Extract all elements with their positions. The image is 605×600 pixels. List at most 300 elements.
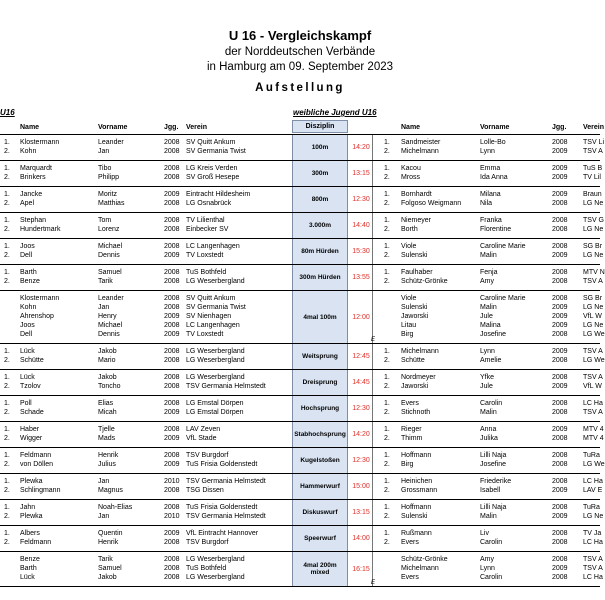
athlete-jgg: 2008	[552, 269, 568, 276]
athlete-name: Brinkers	[20, 174, 46, 181]
athlete-rank: 2.	[4, 357, 10, 364]
athlete-rank: 1.	[4, 139, 10, 146]
start-time: 14:20	[352, 431, 370, 438]
discipline-label: Dreisprung	[292, 370, 348, 395]
athlete-jgg: 2008	[164, 243, 180, 250]
athlete-jgg: 2009	[164, 331, 180, 338]
athlete-name: Tzolov	[20, 383, 41, 390]
athlete-verein: TSV A	[583, 278, 603, 285]
column-divider	[372, 526, 373, 551]
athlete-name: Barth	[20, 269, 37, 276]
event-row	[0, 265, 605, 291]
athlete-name: Plewka	[20, 513, 43, 520]
athlete-jgg: 2009	[164, 313, 180, 320]
event-row	[0, 187, 604, 213]
athlete-name: Kacou	[401, 165, 421, 172]
athlete-rank: 1.	[384, 243, 390, 250]
athlete-verein: VfL W	[583, 383, 602, 390]
athlete-jgg: 2009	[164, 461, 180, 468]
athlete-jgg: 2008	[164, 165, 180, 172]
athlete-verein: LG Ne	[583, 322, 604, 329]
athlete-jgg: 2008	[164, 556, 180, 563]
athlete-jgg: 2009	[164, 191, 180, 198]
athlete-vorname: Lilli Naja	[480, 504, 507, 511]
athlete-vorname: Josefine	[480, 461, 507, 468]
athlete-vorname: Mario	[98, 357, 116, 364]
athlete-verein: TSV Burgdorf	[186, 452, 229, 459]
athlete-jgg: 2008	[164, 357, 180, 364]
athlete-rank: 1.	[4, 165, 10, 172]
col-header-disziplin: Disziplin	[292, 120, 348, 133]
athlete-name: Feldmann	[20, 539, 52, 546]
athlete-vorname: Leander	[98, 295, 124, 302]
athlete-name: Rieger	[401, 426, 422, 433]
event-row	[0, 213, 605, 239]
athlete-vorname: Caroline Marie	[480, 295, 526, 302]
athlete-vorname: Magnus	[98, 487, 123, 494]
athlete-vorname: Tarik	[98, 278, 113, 285]
athlete-verein: TV Lilienthal	[186, 217, 225, 224]
athlete-verein: TSV A	[583, 148, 603, 155]
column-divider	[372, 213, 373, 238]
athlete-verein: SV Quitt Ankum	[186, 295, 236, 302]
col-header-vorname-right: Vorname	[480, 124, 510, 131]
athlete-verein: LC Langenhagen	[186, 243, 240, 250]
athlete-name: Schlingmann	[20, 487, 61, 494]
athlete-rank: 1.	[384, 504, 390, 511]
athlete-name: Lück	[20, 374, 35, 381]
athlete-jgg: 2008	[164, 278, 180, 285]
athlete-verein: VfL W	[583, 313, 602, 320]
athlete-verein: LG Ne	[583, 513, 604, 520]
athlete-vorname: Lynn	[480, 565, 495, 572]
athlete-vorname: Tom	[98, 217, 112, 224]
athlete-name: Jaworski	[401, 383, 429, 390]
athlete-verein: LAV Zeven	[186, 426, 221, 433]
discipline-label: Kugelstoßen	[292, 448, 348, 473]
athlete-rank: 1.	[384, 191, 390, 198]
athlete-rank: 2.	[4, 200, 10, 207]
athlete-name: Ahrenshop	[20, 313, 54, 320]
athlete-verein: LC Ha	[583, 539, 603, 546]
athlete-name: Schütz-Grönke	[401, 278, 448, 285]
athlete-rank: 2.	[384, 226, 390, 233]
athlete-verein: SV Germania Twist	[186, 304, 246, 311]
athlete-vorname: Amy	[480, 278, 494, 285]
athlete-verein: LG Ne	[583, 226, 604, 233]
athlete-verein: LG Weserbergland	[186, 278, 245, 285]
athlete-name: Schade	[20, 409, 44, 416]
athlete-verein: SV Germania Twist	[186, 148, 246, 155]
athlete-verein: Eintracht Hildesheim	[186, 191, 251, 198]
athlete-name: Viole	[401, 243, 417, 250]
athlete-rank: 1.	[4, 400, 10, 407]
athlete-rank: 1.	[384, 139, 390, 146]
athlete-jgg: 2008	[164, 148, 180, 155]
event-row	[0, 370, 603, 396]
athlete-name: Kohn	[20, 148, 37, 155]
athlete-name: Sulenski	[401, 304, 428, 311]
event-row	[0, 448, 605, 474]
athlete-verein: MTV 4	[583, 426, 604, 433]
athlete-vorname: Carolin	[480, 574, 503, 581]
athlete-verein: LG Ne	[583, 252, 604, 259]
athlete-verein: LG Emstal Dörpen	[186, 409, 244, 416]
athlete-name: Evers	[401, 400, 419, 407]
athlete-vorname: Lorenz	[98, 226, 120, 233]
discipline-label: 80m Hürden	[292, 239, 348, 264]
athlete-rank: 2.	[4, 278, 10, 285]
athlete-verein: LC Ha	[583, 400, 603, 407]
athlete-rank: 2.	[384, 383, 390, 390]
section-title-male: U16	[0, 108, 15, 117]
document-subtitle-date-location: in Hamburg am 09. September 2023	[206, 61, 394, 73]
athlete-jgg: 2009	[552, 426, 568, 433]
athlete-jgg: 2008	[552, 435, 568, 442]
col-header-verein-right: Verein	[583, 124, 605, 131]
athlete-vorname: Michael	[98, 243, 123, 250]
athlete-jgg: 2008	[552, 530, 568, 537]
athlete-name: Lück	[20, 574, 35, 581]
athlete-verein: TSV A	[583, 409, 603, 416]
athlete-verein: TSV A	[583, 348, 603, 355]
athlete-verein: LAV E	[583, 487, 603, 494]
athlete-jgg: 2008	[164, 295, 180, 302]
athlete-verein: TuRa	[583, 504, 600, 511]
athlete-name: Nordmeyer	[401, 374, 436, 381]
athlete-name: von Döllen	[20, 461, 54, 468]
athlete-rank: 2.	[384, 148, 390, 155]
athlete-verein: LG Weserbergland	[186, 574, 245, 581]
athlete-vorname: Tibo	[98, 165, 112, 172]
athlete-vorname: Ida Anna	[480, 174, 508, 181]
athlete-jgg: 2009	[552, 252, 568, 259]
athlete-verein: TSV G	[583, 217, 605, 224]
athlete-verein: LG Emstal Dörpen	[186, 400, 244, 407]
athlete-name: Klostermann	[20, 295, 60, 302]
athlete-name: Sulenski	[401, 252, 428, 259]
discipline-label: Hammerwurf	[292, 474, 348, 499]
athlete-name: Poll	[20, 400, 32, 407]
athlete-verein: LG Weserbergland	[186, 556, 245, 563]
athlete-verein: TSG Dissen	[186, 487, 224, 494]
athlete-verein: SG Br	[583, 243, 603, 250]
athlete-vorname: Michael	[98, 322, 123, 329]
athlete-rank: 1.	[4, 374, 10, 381]
athlete-jgg: 2009	[552, 304, 568, 311]
athlete-jgg: 2009	[552, 565, 568, 572]
athlete-name: Jahn	[20, 504, 36, 511]
athlete-name: Viole	[401, 295, 417, 302]
athlete-rank: 1.	[384, 165, 390, 172]
discipline-label: Hochsprung	[292, 396, 348, 421]
athlete-name: Haber	[20, 426, 40, 433]
athlete-jgg: 2008	[552, 461, 568, 468]
ersatz-mark: E	[371, 580, 376, 586]
athlete-jgg: 2008	[552, 452, 568, 459]
athlete-name: Hoffmann	[401, 452, 432, 459]
athlete-vorname: Carolin	[480, 539, 503, 546]
athlete-name: Thimm	[401, 435, 423, 442]
athlete-vorname: Amy	[480, 556, 494, 563]
athlete-jgg: 2008	[164, 383, 180, 390]
athlete-jgg: 2008	[552, 139, 568, 146]
athlete-vorname: Mads	[98, 435, 116, 442]
column-divider	[372, 422, 373, 447]
athlete-jgg: 2008	[164, 139, 180, 146]
athlete-jgg: 2008	[164, 452, 180, 459]
athlete-rank: 2.	[384, 278, 390, 285]
athlete-jgg: 2009	[552, 487, 568, 494]
athlete-jgg: 2010	[164, 513, 180, 520]
athlete-name: Albers	[20, 530, 40, 537]
event-row	[0, 422, 604, 448]
athlete-name: Heinichen	[401, 478, 433, 485]
athlete-name: Apel	[20, 200, 35, 207]
athlete-vorname: Jan	[98, 478, 110, 485]
athlete-rank: 2.	[4, 435, 10, 442]
athlete-verein: LG We	[583, 331, 605, 338]
start-time: 13:15	[352, 170, 370, 177]
athlete-name: Bornhardt	[401, 191, 432, 198]
column-divider	[372, 161, 373, 186]
column-divider	[372, 265, 373, 290]
athlete-jgg: 2009	[164, 252, 180, 259]
athlete-vorname: Leander	[98, 139, 124, 146]
athlete-jgg: 2008	[164, 348, 180, 355]
athlete-vorname: Yfke	[480, 374, 495, 381]
athlete-vorname: Jan	[98, 513, 110, 520]
athlete-name: Plewka	[20, 478, 43, 485]
athlete-name: Stephan	[20, 217, 47, 224]
event-row	[0, 239, 604, 265]
section-title-female: weibliche Jugend U16	[293, 108, 377, 117]
lineup-table	[0, 135, 605, 587]
athlete-name: Jaworski	[401, 313, 429, 320]
athlete-rank: 2.	[4, 226, 10, 233]
athlete-vorname: Lynn	[480, 348, 495, 355]
athlete-verein: TSV Li	[583, 139, 605, 146]
discipline-label: 300m	[292, 161, 348, 186]
athlete-jgg: 2009	[164, 530, 180, 537]
athlete-name: Joos	[20, 322, 35, 329]
document-title: U 16 - Vergleichskampf	[228, 28, 372, 43]
start-time: 15:00	[352, 483, 370, 490]
start-time: 15:30	[352, 248, 370, 255]
athlete-jgg: 2008	[164, 304, 180, 311]
athlete-vorname: Toncho	[98, 383, 121, 390]
column-divider	[372, 500, 373, 525]
athlete-jgg: 2008	[164, 487, 180, 494]
athlete-vorname: Fenja	[480, 269, 498, 276]
athlete-jgg: 2008	[552, 374, 568, 381]
athlete-rank: 2.	[4, 174, 10, 181]
athlete-vorname: Lolle-Bo	[480, 139, 506, 146]
athlete-vorname: Jule	[480, 313, 493, 320]
athlete-verein: TSV A	[583, 556, 603, 563]
athlete-rank: 2.	[4, 539, 10, 546]
athlete-rank: 2.	[4, 409, 10, 416]
athlete-vorname: Carolin	[480, 400, 503, 407]
start-time: 14:40	[352, 222, 370, 229]
athlete-vorname: Samuel	[98, 565, 122, 572]
athlete-jgg: 2008	[552, 278, 568, 285]
athlete-name: Benze	[20, 556, 40, 563]
athlete-verein: TSV A	[583, 565, 603, 572]
athlete-verein: TSV Germania Helmstedt	[186, 478, 266, 485]
athlete-rank: 1.	[384, 452, 390, 459]
athlete-rank: 2.	[384, 539, 390, 546]
athlete-name: Dell	[20, 331, 33, 338]
athlete-jgg: 2008	[552, 200, 568, 207]
athlete-jgg: 2008	[164, 200, 180, 207]
discipline-label: 4mal 200m mixed	[292, 552, 348, 586]
athlete-jgg: 2009	[164, 435, 180, 442]
discipline-label: 3.000m	[292, 213, 348, 238]
athlete-jgg: 2008	[552, 331, 568, 338]
athlete-name: Marquardt	[20, 165, 52, 172]
athlete-jgg: 2008	[552, 504, 568, 511]
event-row	[0, 291, 605, 344]
discipline-label: 300m Hürden	[292, 265, 348, 290]
athlete-name: Schütte	[401, 357, 425, 364]
athlete-verein: TuS B	[583, 165, 603, 172]
document-subtitle-federations: der Norddeutschen Verbände	[224, 46, 376, 58]
athlete-jgg: 2009	[552, 174, 568, 181]
athlete-name: Sandmeister	[401, 139, 441, 146]
athlete-rank: 1.	[4, 504, 10, 511]
athlete-verein: TuS Frisia Goldenstedt	[186, 504, 258, 511]
athlete-verein: LC Ha	[583, 478, 603, 485]
athlete-vorname: Malin	[480, 304, 497, 311]
athlete-vorname: Philipp	[98, 174, 120, 181]
athlete-jgg: 2008	[164, 574, 180, 581]
athlete-verein: TuS Bothfeld	[186, 565, 227, 572]
athlete-name: Michelmann	[401, 348, 439, 355]
athlete-jgg: 2008	[164, 322, 180, 329]
athlete-vorname: Henrik	[98, 539, 119, 546]
athlete-verein: SV Nienhagen	[186, 313, 232, 320]
athlete-rank: 2.	[4, 252, 10, 259]
athlete-vorname: Henrik	[98, 452, 119, 459]
athlete-verein: LG Weserbergland	[186, 357, 245, 364]
athlete-vorname: Jakob	[98, 574, 117, 581]
athlete-verein: LG Kreis Verden	[186, 165, 238, 172]
athlete-name: Birg	[401, 461, 414, 468]
discipline-label: Weitsprung	[292, 344, 348, 369]
athlete-jgg: 2008	[552, 556, 568, 563]
athlete-vorname: Samuel	[98, 269, 122, 276]
athlete-rank: 2.	[384, 174, 390, 181]
athlete-verein: TSV Germania Helmstedt	[186, 513, 266, 520]
column-divider	[372, 187, 373, 212]
athlete-verein: TSV A	[583, 374, 603, 381]
start-time: 12:45	[352, 353, 370, 360]
athlete-jgg: 2008	[164, 539, 180, 546]
athlete-jgg: 2008	[552, 409, 568, 416]
athlete-vorname: Florentine	[480, 226, 512, 233]
athlete-jgg: 2009	[552, 348, 568, 355]
athlete-verein: SV Groß Hesepe	[186, 174, 240, 181]
athlete-vorname: Jakob	[98, 348, 117, 355]
column-divider	[372, 474, 373, 499]
athlete-verein: TV Loxstedt	[186, 252, 224, 259]
athlete-verein: TV Lil	[583, 174, 601, 181]
athlete-name: Grossmann	[401, 487, 438, 494]
discipline-label: Stabhochsprung	[292, 422, 348, 447]
discipline-label: 800m	[292, 187, 348, 212]
athlete-jgg: 2008	[552, 243, 568, 250]
athlete-vorname: Nila	[480, 200, 493, 207]
athlete-rank: 1.	[384, 374, 390, 381]
athlete-jgg: 2008	[552, 357, 568, 364]
athlete-jgg: 2008	[164, 217, 180, 224]
athlete-name: Kohn	[20, 304, 37, 311]
athlete-vorname: Jan	[98, 304, 110, 311]
athlete-vorname: Lynn	[480, 148, 495, 155]
start-time: 16:15	[352, 565, 370, 573]
athlete-rank: 1.	[4, 269, 10, 276]
col-header-vorname-left: Vorname	[98, 124, 128, 131]
start-time: 13:55	[352, 274, 370, 281]
athlete-vorname: Malina	[480, 322, 501, 329]
athlete-jgg: 2008	[164, 504, 180, 511]
col-header-jgg-right: Jgg.	[552, 124, 567, 131]
event-row	[0, 344, 605, 370]
athlete-jgg: 2008	[164, 400, 180, 407]
start-time: 14:00	[352, 535, 370, 542]
athlete-rank: 2.	[384, 487, 390, 494]
athlete-jgg: 2010	[164, 478, 180, 485]
athlete-jgg: 2008	[552, 295, 568, 302]
athlete-vorname: Josefine	[480, 331, 507, 338]
athlete-rank: 2.	[384, 435, 390, 442]
athlete-jgg: 2008	[552, 226, 568, 233]
athlete-verein: TV Ja	[583, 530, 602, 537]
column-divider	[372, 344, 373, 369]
athlete-verein: LG Weserbergland	[186, 374, 245, 381]
athlete-vorname: Anna	[480, 426, 497, 433]
athlete-jgg: 2008	[164, 269, 180, 276]
athlete-rank: 1.	[384, 478, 390, 485]
athlete-name: Niemeyer	[401, 217, 431, 224]
athlete-verein: LC Ha	[583, 574, 603, 581]
athlete-name: Hundertmark	[20, 226, 61, 233]
column-divider	[372, 135, 373, 160]
athlete-vorname: Dennis	[98, 331, 120, 338]
athlete-jgg: 2008	[552, 400, 568, 407]
athlete-jgg: 2009	[552, 383, 568, 390]
athlete-jgg: 2008	[164, 174, 180, 181]
athlete-jgg: 2009	[164, 409, 180, 416]
athlete-vorname: Matthias	[98, 200, 125, 207]
athlete-name: Feldmann	[20, 452, 52, 459]
athlete-name: Borth	[401, 226, 418, 233]
athlete-vorname: Henry	[98, 313, 117, 320]
athlete-jgg: 2008	[552, 217, 568, 224]
athlete-vorname: Franka	[480, 217, 502, 224]
athlete-vorname: Quentin	[98, 530, 123, 537]
athlete-vorname: Jakob	[98, 374, 117, 381]
athlete-vorname: Friederike	[480, 478, 512, 485]
athlete-rank: 1.	[384, 269, 390, 276]
athlete-verein: TV Loxstedt	[186, 331, 224, 338]
athlete-name: Stichnoth	[401, 409, 431, 416]
athlete-rank: 1.	[4, 191, 10, 198]
col-header-verein-left: Verein	[186, 124, 208, 131]
athlete-name: Klostermann	[20, 139, 60, 146]
athlete-vorname: Liv	[480, 530, 489, 537]
